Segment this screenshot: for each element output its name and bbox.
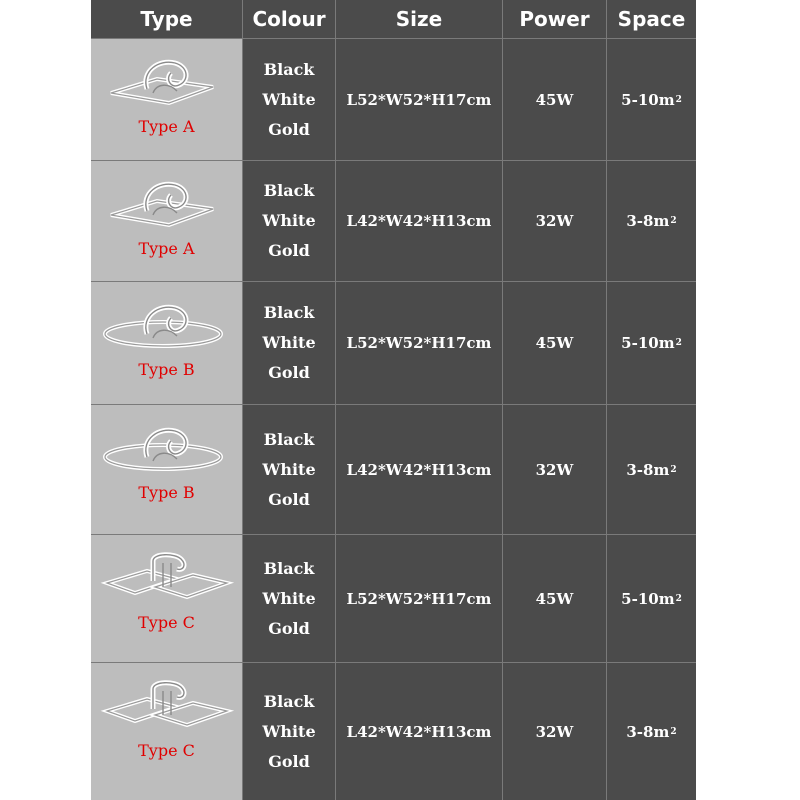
table-row [91,160,696,281]
colour-option: White [262,211,316,230]
colour-cell [243,662,336,800]
square-lamp-icon [97,53,237,113]
space-value: 5-10m [621,334,675,352]
colour-option: White [262,721,316,741]
space-value: 5-10m [621,589,675,608]
space-unit-superscript: 2 [675,338,682,348]
colour-cell [243,281,336,404]
product-image-cell [91,662,243,800]
colour-option: Black [263,429,315,449]
size-cell: L52*W52*H17cm [336,38,503,160]
space-unit-superscript: 2 [675,94,682,105]
header-size: Size [336,0,503,38]
space-cell [607,281,696,404]
power-cell: 32W [503,160,607,281]
table-row [91,281,696,404]
colour-option: White [262,333,316,352]
power-cell: 32W [503,662,607,800]
double-square-lamp-icon [97,549,237,609]
type-label: Type B [138,360,195,379]
size-cell: L42*W42*H13cm [336,662,503,800]
oval-lamp-icon [97,296,237,356]
header-colour: Colour [243,0,336,38]
colour-cell [243,534,336,662]
space-value: 3-8m [626,212,670,230]
space-value: 3-8m [626,722,670,741]
size-cell: L42*W42*H13cm [336,404,503,534]
type-label: Type B [138,483,195,502]
colour-cell [243,404,336,534]
colour-cell [243,38,336,160]
space-cell [607,38,696,160]
type-label: Type A [138,117,195,136]
size-cell: L52*W52*H17cm [336,534,503,662]
table-row [91,38,696,160]
space-value: 3-8m [626,460,670,479]
type-label: Type C [138,741,195,760]
colour-option: Gold [268,363,310,382]
colour-option: Gold [268,489,310,509]
power-cell: 45W [503,534,607,662]
space-unit-superscript: 2 [670,726,677,737]
colour-option: Black [263,558,315,578]
size-cell: L42*W42*H13cm [336,160,503,281]
colour-option: Gold [268,751,310,771]
table-row [91,534,696,662]
product-image-cell [91,404,243,534]
colour-option: Black [263,59,315,79]
product-image-cell [91,160,243,281]
type-label: Type C [138,613,195,632]
product-image-cell [91,534,243,662]
space-cell [607,662,696,800]
colour-cell [243,160,336,281]
size-cell: L52*W52*H17cm [336,281,503,404]
space-value: 5-10m [621,90,675,109]
double-square-lamp-icon [97,677,237,737]
power-cell: 32W [503,404,607,534]
colour-option: White [262,89,316,109]
header-space: Space [607,0,696,38]
square-lamp-icon [97,175,237,235]
oval-lamp-icon [97,419,237,479]
colour-option: White [262,588,316,608]
space-cell [607,404,696,534]
product-image-cell [91,281,243,404]
colour-option: Black [263,303,315,322]
product-image-cell [91,38,243,160]
space-unit-superscript: 2 [670,464,677,475]
type-label: Type A [138,239,195,258]
spec-table [91,0,696,800]
colour-option: White [262,459,316,479]
colour-option: Gold [268,119,310,139]
colour-option: Gold [268,241,310,260]
header-power: Power [503,0,607,38]
space-cell [607,160,696,281]
table-row [91,662,696,800]
colour-option: Gold [268,618,310,638]
header-type: Type [91,0,243,38]
space-unit-superscript: 2 [675,593,682,604]
colour-option: Black [263,691,315,711]
space-unit-superscript: 2 [670,216,677,226]
colour-option: Black [263,181,315,200]
space-cell [607,534,696,662]
power-cell: 45W [503,38,607,160]
power-cell: 45W [503,281,607,404]
table-row [91,404,696,534]
